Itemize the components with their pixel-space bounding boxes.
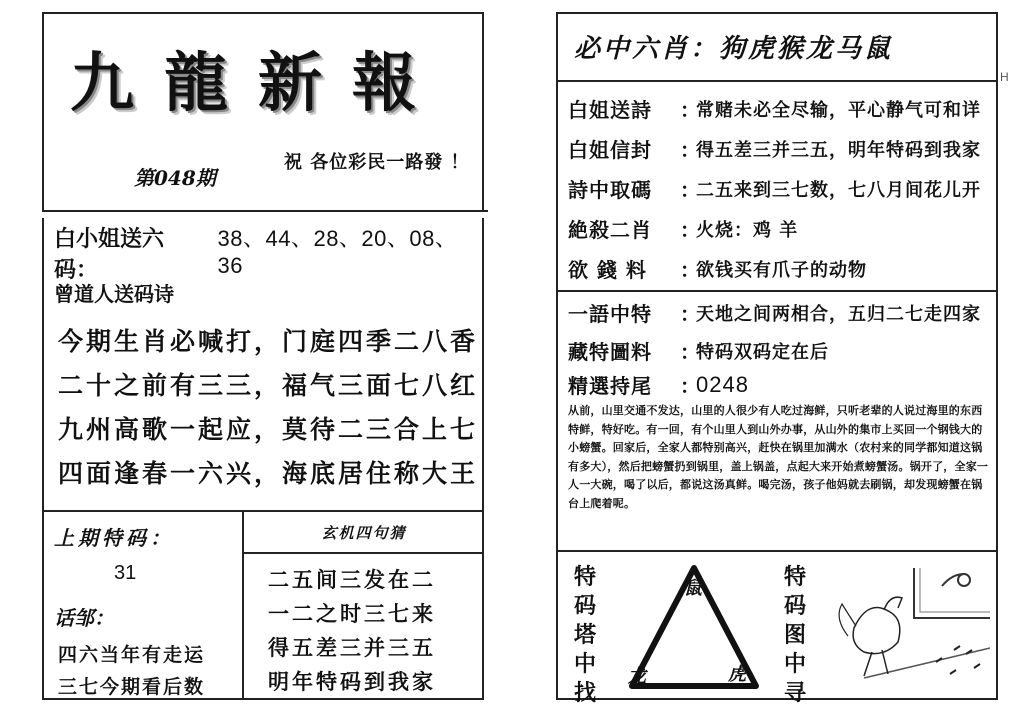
row-value: 得五差三并三五，明年特码到我家 [696,139,981,161]
info-row [568,94,981,123]
six-codes-value: 38、44、28、20、08、36 [217,226,458,278]
title-char: 報 [352,46,418,121]
info-row [568,336,829,365]
riddle-line: 三七今期看后数 [58,676,206,698]
bottom-right-section [558,550,996,706]
row-key: 絶殺二肖 [568,218,652,242]
colon: ： [680,138,700,162]
left-newspaper-panel [42,12,484,700]
info-row [568,298,981,327]
triangle-right-label: 虎 [728,664,746,685]
poem-line: 今期生肖必喊打，门庭四季二八香 [58,327,479,356]
caption-char: 中 [784,651,807,677]
info-row [568,134,981,163]
poem-line: 四面逢春一六兴，海底居住称大王 [58,459,479,488]
row-key: 藏特圖料 [568,340,652,364]
caption-char: 中 [574,651,597,677]
row-key: 精選持尾 [568,374,652,398]
title-char: 新 [258,46,324,121]
info-row [568,214,798,243]
row-key: 一語中特 [568,302,652,326]
last-special-label: 上期特码： [54,526,174,550]
row-value: 二五来到三七数，七八月间花儿开 [696,179,981,201]
caption-char: 图 [784,622,807,648]
guessing-line: 明年特码到我家 [268,669,436,694]
poem [58,320,478,496]
colon: ： [680,178,700,202]
issue-number: 第048期 [134,166,216,190]
row-value: 火烧：鸡 羊 [696,219,799,241]
title-char: 龍 [164,46,230,121]
colon: ： [680,302,700,326]
row-value: 欲钱买有爪子的动物 [696,259,867,281]
six-zodiac-header: 必中六肖：狗虎猴龙马鼠 [574,34,894,64]
tower-caption [574,564,596,707]
divider [42,210,488,218]
guessing-line: 得五差三并三五 [268,635,436,660]
caption-char: 特 [574,564,597,590]
caption-char: 寻 [784,680,807,706]
row-key: 詩中取碼 [568,178,652,202]
triangle-top-label: 鼠 [684,578,702,599]
riddle-line: 四六当年有走运 [58,644,206,666]
colon: ： [680,258,700,282]
info-row [568,254,867,283]
caption-char: 码 [784,593,807,619]
six-codes-label: 白小姐送六码： [54,227,165,283]
caption-char: 码 [574,593,597,619]
divider [558,80,996,82]
last-special-value: 31 [114,562,137,584]
last-special-box [44,512,244,700]
six-codes-row [54,222,482,284]
poem-heading: 曾道人送码诗 [54,282,174,306]
row-key: 白姐送詩 [568,98,652,122]
caption-char: 找 [574,680,597,706]
guessing-line: 二五间三发在二 [268,567,436,592]
row-value: 特码双码定在后 [696,341,829,363]
colon: ： [680,98,700,122]
title-char: 九 [70,46,136,121]
guessing-box [244,512,484,700]
bottom-left-section [44,510,482,700]
edge-mark: H [1000,70,1009,84]
guessing-line: 一二之时三七来 [268,601,436,626]
newspaper-title [70,32,418,124]
riddle-label: 话邹： [54,606,114,630]
colon: ： [680,340,700,364]
divider [558,290,996,292]
poem-line: 九州高歌一起应，莫待二三合上七 [58,415,479,444]
row-value: 天地之间两相合，五归二七走四家 [696,303,981,325]
poem-line: 二十之前有三三，福气三面七八红 [58,371,479,400]
info-row [568,174,981,203]
colon: ： [680,218,700,242]
story-text: 从前，山里交通不发达，山里的人很少有人吃过海鲜，只听老辈的人说过海里的东西特鲜，特好吃。有一回，有个山里人到山外办事，从山外的集市上买回一个钢钱大的小螃蟹。回家后，全家人都特别高兴，赶快在锅里加满水（农村来的同学都知道这锅有多大），然后把螃蟹扔到锅里，盖上锅盖，点起大来开始煮螃蟹汤。锅开了，全家一人一大碗，喝了以后，都说这汤真鲜。喝完汤，孩子他妈就去刷锅，却发现螃蟹在锅台上爬着呢。 [568,404,989,510]
triangle-left-label: 龙 [628,666,646,687]
right-newspaper-panel [556,12,998,706]
caption-char: 塔 [574,622,597,648]
row-value: 0248 [696,371,749,397]
caption-char: 特 [784,564,807,590]
greeting: 祝 各位彩民一路發 ！ [284,152,470,173]
rooster-illustration [824,558,996,698]
colon: ： [680,374,700,398]
info-row [568,370,749,399]
row-key: 白姐信封 [568,138,652,162]
picture-caption [784,564,806,707]
masthead [44,14,482,210]
row-value: 常赌未必全尽输，平心静气可和详 [696,99,981,121]
guessing-heading: 玄机四句猜 [244,512,484,554]
row-key: 欲 錢 料 [568,258,647,282]
